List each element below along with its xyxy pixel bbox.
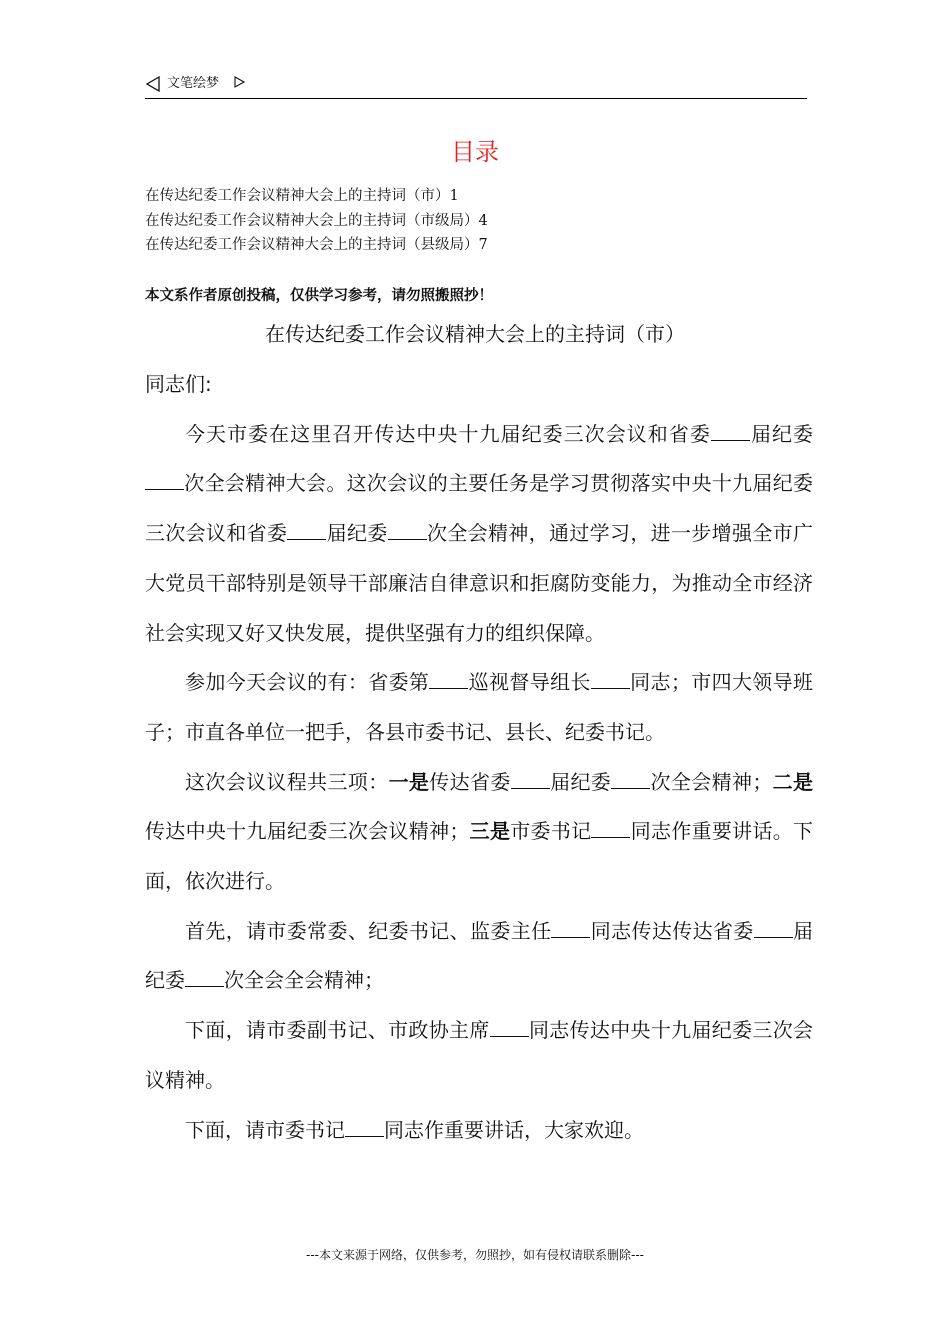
- triangle-left-icon: [145, 76, 161, 92]
- toc-item[interactable]: 在传达纪委工作会议精神大会上的主持词（县级局）7: [145, 237, 488, 253]
- triangle-right-icon: [233, 76, 245, 88]
- blank-field: [429, 670, 468, 689]
- salutation: 同志们:: [145, 372, 212, 396]
- blank-field: [591, 670, 630, 689]
- blank-field: [611, 770, 650, 789]
- toc-item[interactable]: 在传达纪委工作会议精神大会上的主持词（市级局）4: [145, 212, 488, 229]
- page-header: [145, 72, 807, 99]
- blank-field: [185, 968, 224, 987]
- copyright-notice: 本文系作者原创投稿，仅供学习参考，请勿照搬照抄！: [145, 287, 493, 304]
- blank-field: [145, 471, 184, 490]
- paragraph-first-item: 首先，请市委常委、纪委书记、监委主任 同志传达传达省委 届纪委 次全会全会精神；: [145, 918, 814, 993]
- blank-field: [711, 422, 750, 441]
- blank-field: [551, 919, 590, 938]
- blank-field: [287, 521, 326, 540]
- blank-field: [388, 521, 427, 540]
- toc-item[interactable]: 在传达纪委工作会议精神大会上的主持词（市）1: [145, 188, 459, 204]
- blank-field: [591, 819, 630, 838]
- paragraph-third-item: 下面，请市委书记 同志作重要讲话，大家欢迎。: [185, 1117, 644, 1142]
- header-brand: 文笔绘梦: [167, 76, 220, 91]
- blank-field: [490, 1018, 529, 1037]
- document-title: 在传达纪委工作会议精神大会上的主持词（市）: [265, 322, 685, 346]
- blank-field: [511, 770, 550, 789]
- blank-field: [754, 919, 793, 938]
- document-body: [145, 360, 813, 1155]
- paragraph-attendees: 参加今天会议的有：省委第 巡视督导组长 同志；市四大领导班子；市直各单位一把手，各县市委书记、县长、纪委书记。: [145, 670, 814, 744]
- page-footer: ---本文来源于网络，仅供参考，勿照抄，如有侵权请联系删除---: [306, 1248, 644, 1262]
- paragraph-second-item: 下面，请市委副书记、市政协主席 同志传达中央十九届纪委三次会议精神。: [145, 1018, 814, 1092]
- table-of-contents: [145, 184, 488, 258]
- toc-title: 目录: [451, 138, 499, 166]
- blank-field: [345, 1118, 384, 1137]
- paragraph-intro: 今天市委在这里召开传达中央十九届纪委三次会议和省委 届纪委次全会精神大会。这次会议的主要任务是学习贯彻落实中央十九届纪委三次会议和省委 届纪委 次全会精神，通过学习，进一步增强全市广大党员干部特别是领导干部廉洁自律意识和拒腐防变能力，为推动全市经济社会实现又好又快发展，提供坚强有力的组织保障。: [145, 421, 814, 645]
- paragraph-agenda: 这次会议议程共三项：一是传达省委 届纪委 次全会精神；二是传达中央十九届纪委三次会议精神；三是市委书记 同志作重要讲话。下面，依次进行。: [145, 769, 814, 894]
